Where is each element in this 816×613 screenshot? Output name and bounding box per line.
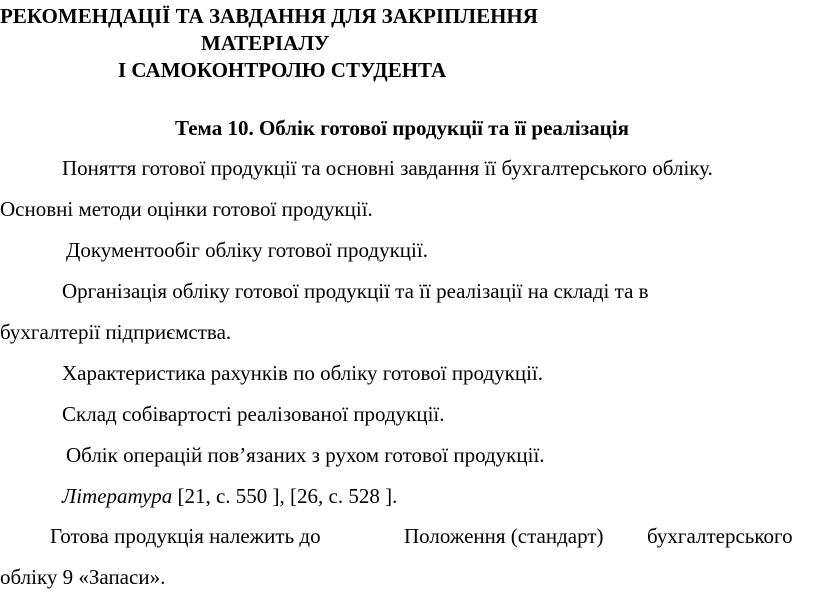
item-5: Склад собівартості реалізованої продукції.	[62, 402, 445, 426]
item-3-line-2: бухгалтерії підприємства.	[0, 320, 232, 344]
item-1-line-1: Поняття готової продукції та основні завдання її бухгалтерського обліку.	[62, 156, 713, 180]
item-1-line-2: Основні методи оцінки готової продукції.	[0, 197, 373, 221]
note-part-1: Готова продукція належить до	[50, 524, 321, 548]
header-line-3: І САМОКОНТРОЛЮ СТУДЕНТА	[118, 58, 447, 82]
item-6: Облік операцій пов’язаних з рухом готової продукції.	[66, 443, 545, 467]
item-3-line-1: Організація обліку готової продукції та її реалізації на складі та в	[62, 279, 649, 303]
note-line-2: обліку 9 «Запаси».	[0, 565, 166, 589]
literature-refs: [21, с. 550 ], [26, с. 528 ].	[177, 484, 398, 508]
literature-line	[62, 486, 397, 507]
header-line-2: МАТЕРІАЛУ	[201, 31, 330, 55]
item-2: Документообіг обліку готової продукції.	[66, 238, 428, 262]
note-part-2: Положення (стандарт)	[404, 524, 604, 548]
topic-title: Тема 10. Облік готової продукції та її реалізація	[175, 116, 629, 140]
item-4: Характеристика рахунків по обліку готової продукції.	[62, 361, 543, 385]
header-line-1: РЕКОМЕНДАЦІЇ ТА ЗАВДАННЯ ДЛЯ ЗАКРІПЛЕННЯ	[0, 4, 538, 28]
literature-label: Література	[62, 484, 173, 508]
note-part-3: бухгалтерського	[647, 524, 793, 548]
